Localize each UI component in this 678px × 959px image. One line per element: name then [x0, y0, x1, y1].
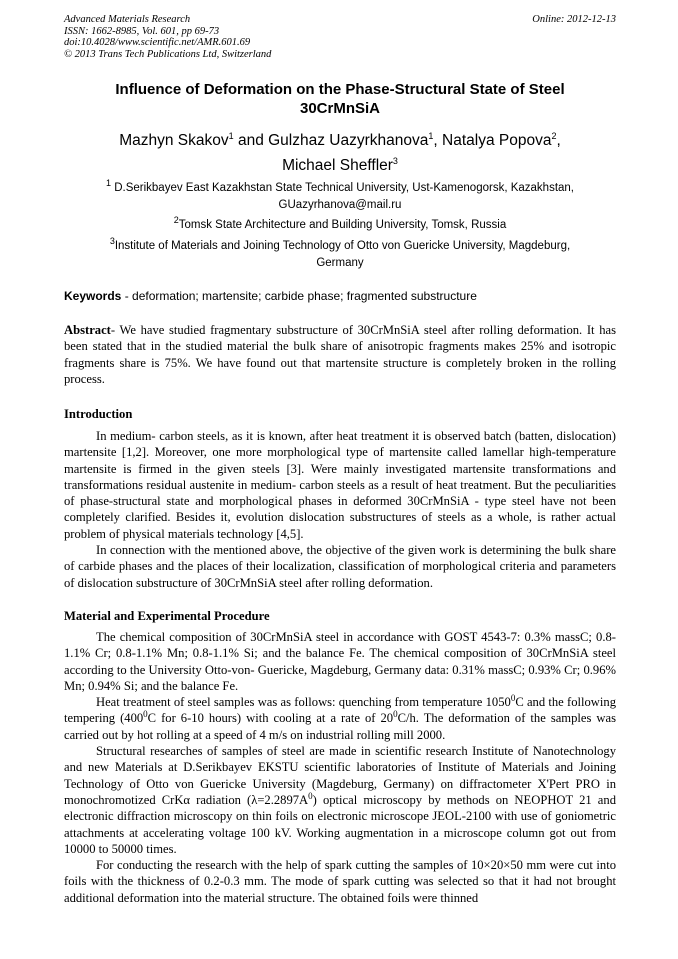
p2-part-c: C for 6-10 hours) with cooling at a rate of 20 — [147, 711, 394, 726]
affil-1-num: 1 — [106, 178, 112, 189]
methods-heading: Material and Experimental Procedure — [64, 609, 270, 623]
author-4-affil: 3 — [392, 155, 398, 166]
abstract-text: - We have studied fragmentary substructure of 30CrMnSiA steel after rolling deformation. It has been stated that in the studied material the bulk share of anisotropic fragments makes 25% and isotropic fragments share is 75%. We have found out that martensite structure is completely broken in the rolling process. — [64, 323, 616, 386]
introduction-body — [64, 428, 616, 591]
abstract — [64, 322, 616, 387]
intro-paragraph-1: In medium- carbon steels, as it is known, after heat treatment it is observed batch (batten, dislocation) martensite [1,2]. Moreover, one more morphological type of martensite called lamellar high-temperature martensite is firmed in the given steels [3]. Were mainly investigated martensite transformations and transformations residual austenite in medium- carbon steels as a result of heat treatment. But the peculiarities of phase-structural state and morphological phases in deformed 30CrMnSiA - type steel have not been completely clarified. Besides it, evolution dislocation substructures of steels as a whole, is rather actual problem of physical materials technology [4,5]. — [64, 429, 616, 541]
doi-line: doi:10.4028/www.scientific.net/AMR.601.69 — [64, 37, 251, 48]
p3-part-a: Structural researches of samples of steel are made in scientific research Institute of Nanotechnology and new Materials at D.Serikbayev EKSTU scientific laboratories of Institute of Materials and Joining Technology of Otto von Guericke University (Magdeburg, Germany) on diffractometer X'Pert PRO in monochromotized CrKα radiation (λ=2.2897A — [64, 744, 616, 807]
abstract-label: Abstract — [64, 323, 111, 337]
introduction-heading: Introduction — [64, 407, 133, 421]
affiliation-1 — [64, 180, 616, 214]
author-4: Michael Sheffler — [282, 157, 393, 174]
affil-2-num: 2 — [173, 215, 179, 226]
affiliation-3 — [64, 238, 616, 272]
affil-2-text: Tomsk State Architecture and Building University, Tomsk, Russia — [178, 219, 507, 231]
title-line-1: Influence of Deformation on the Phase-Structural State of Steel — [115, 81, 565, 98]
p2-sup-2: 0 — [143, 709, 148, 720]
author-1: Mazhyn Skakov — [119, 132, 229, 149]
p2-part-d: C/h. The deformation of the samples was carried out by hot rolling at a speed of 4 m/s on industrial rolling mill 2000. — [64, 711, 617, 742]
p2-sup-3: 0 — [393, 709, 398, 720]
author-sep: , — [433, 132, 443, 149]
methods-paragraph-2 — [64, 694, 616, 743]
author-and: and — [233, 132, 269, 149]
author-3: Natalya Popova — [442, 132, 552, 149]
author-2-affil: 1 — [428, 130, 434, 141]
copyright-line: © 2013 Trans Tech Publications Ltd, Switzerland — [64, 48, 272, 60]
affil-3-num: 3 — [109, 236, 115, 247]
affiliation-2 — [64, 217, 616, 234]
methods-paragraph-4: For conducting the research with the help of spark cutting the samples of 10×20×50 mm were cut into foils with the thickness of 0.2-0.3 mm. The mode of spark cutting was selected so that it had not brought additional deformation into the material structure. The obtained foils were thinned — [64, 858, 616, 905]
author-3-affil: 2 — [551, 130, 557, 141]
journal-name: Advanced Materials Research — [64, 14, 191, 25]
issn-line: ISSN: 1662-8985, Vol. 601, pp 69-73 — [64, 25, 220, 37]
affil-1-text: D.Serikbayev East Kazakhstan State Technical University, Ust-Kamenogorsk, Kazakhstan, — [111, 182, 574, 194]
affil-3-country: Germany — [316, 257, 364, 269]
methods-body — [64, 629, 616, 906]
p3-sup: 0 — [308, 790, 313, 801]
keywords-text: - deformation; martensite; carbide phase; fragmented substructure — [121, 289, 477, 303]
keywords — [64, 288, 624, 304]
paper-title — [64, 80, 616, 118]
affil-1-email: GUazyrhanova@mail.ru — [278, 199, 402, 211]
author-1-affil: 1 — [228, 130, 234, 141]
title-line-2: 30CrMnSiA — [299, 100, 381, 117]
p2-part-b: C and the following tempering (400 — [64, 695, 616, 726]
journal-header — [64, 14, 616, 60]
affil-3-text: Institute of Materials and Joining Technology of Otto von Guericke University, Magdeburg, — [114, 240, 571, 252]
methods-paragraph-3 — [64, 743, 616, 857]
online-date: Online: 2012-12-13 — [532, 14, 616, 25]
intro-paragraph-2: In connection with the mentioned above, the objective of the given work is determining the bulk share of carbide phases and the places of their localization, classification of morphological criteria and parameters of dislocation substructure of 30CrMnSiA steel after rolling deformation. — [64, 543, 616, 590]
p3-part-b: ) optical microscopy by methods on NEOPHOT 21 and electronic diffraction microscopy on thin foils on electronic microscope JEOL-2100 with use of goniometric attachments at accelerating voltage 100 kV. Working augmentation in a microscope column got out from 10000 to 50000 times. — [64, 792, 616, 856]
methods-paragraph-1: The chemical composition of 30CrMnSiA steel in accordance with GOST 4543-7: 0.3% massC; 0.8-1.1% Cr; 0.8-1.1% Mn; 0.8-1.1% Si; and the balance Fe. The chemical composition of 30CrMnSiA steel according to the University Otto-von- Guericke, Magdeburg, Germany data: 0.31% massC; 0.93% Cr; 0.96% Mn; 0.94% Si; and the balance Fe. — [64, 630, 616, 693]
p2-sup-1: 0 — [510, 693, 516, 703]
p2-part-a: Heat treatment of steel samples was as follows: quenching from temperature 1050 — [96, 695, 511, 710]
author-2: Gulzhaz Uazyrkhanova — [268, 132, 429, 149]
author-comma: , — [556, 132, 561, 149]
keywords-label: Keywords — [64, 289, 122, 303]
author-list — [64, 128, 616, 178]
